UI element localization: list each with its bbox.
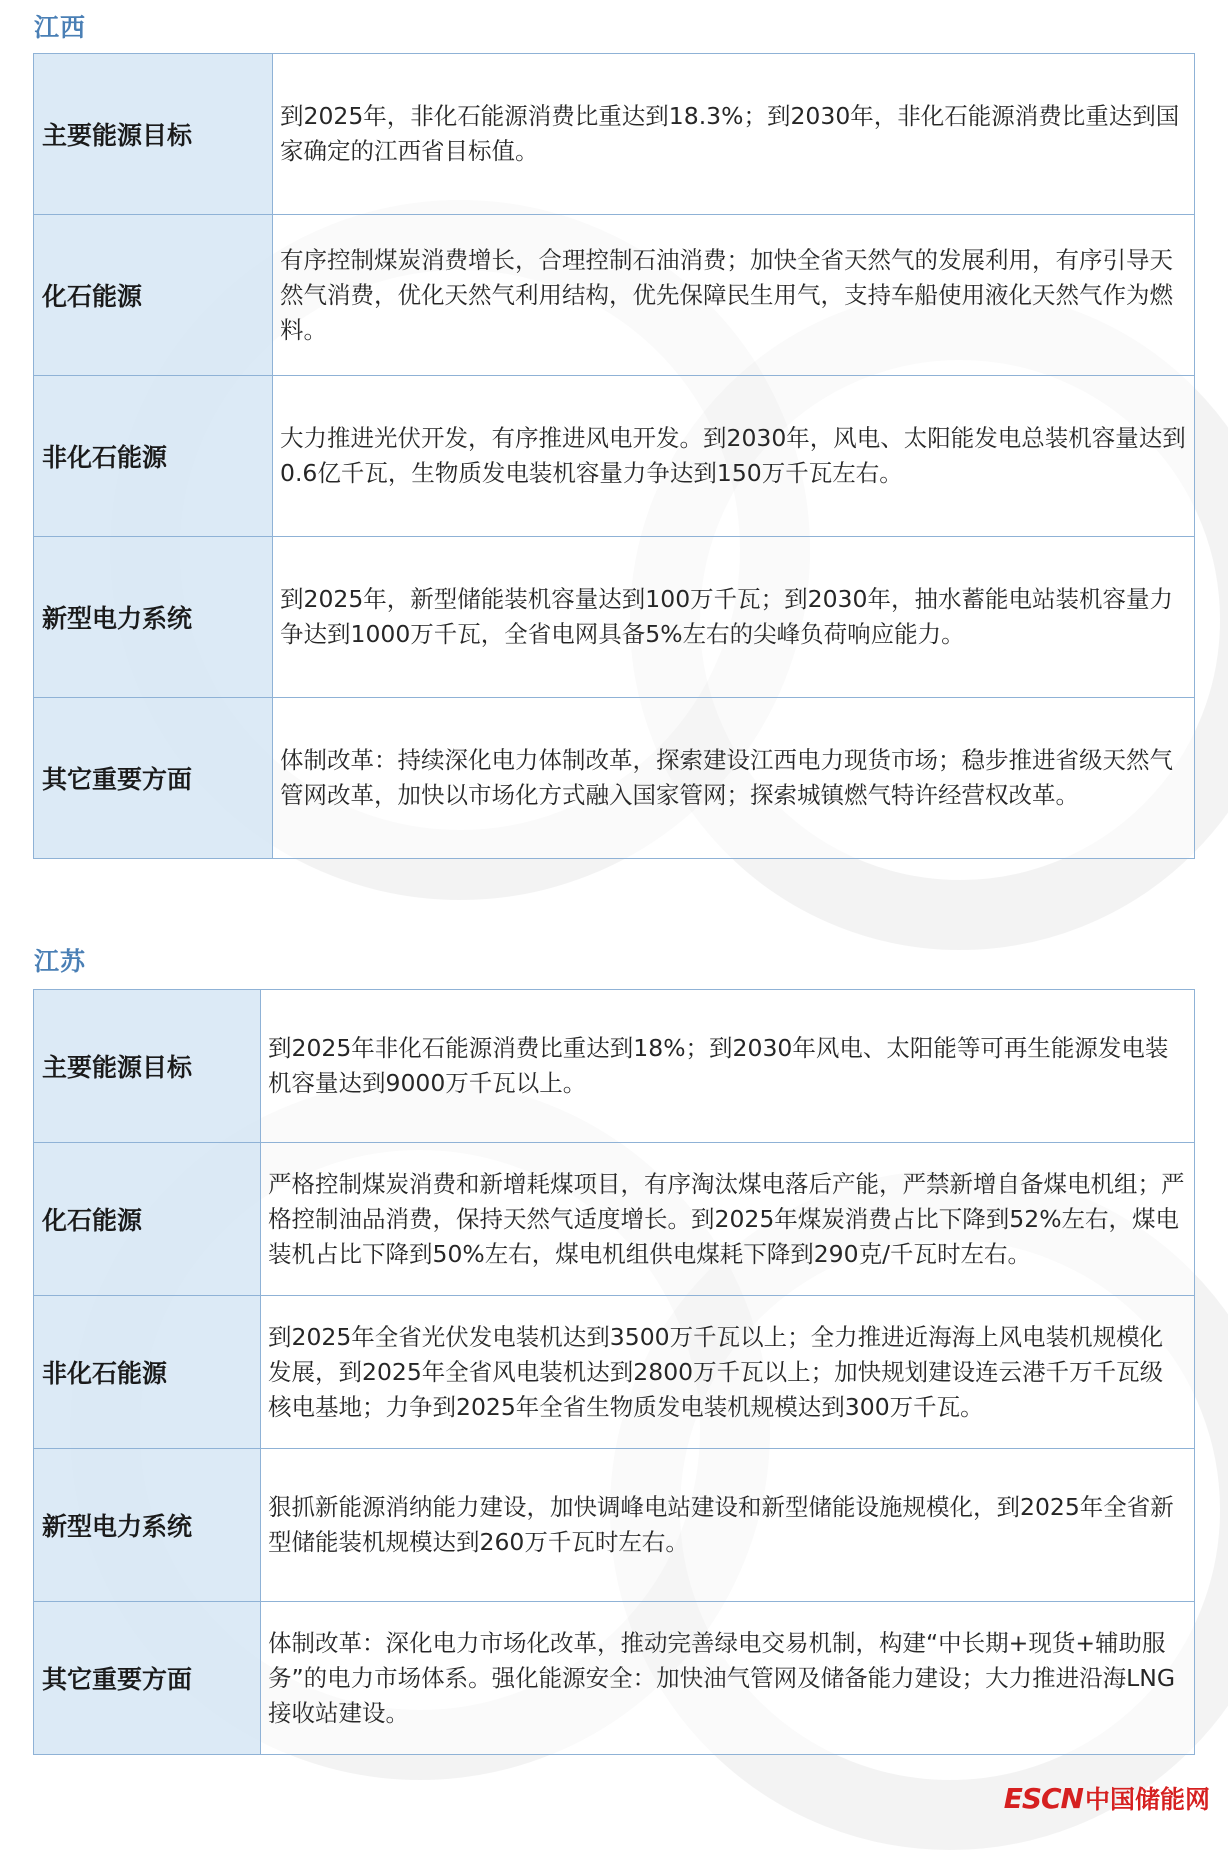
row-content: 体制改革：深化电力市场化改革，推动完善绿电交易机制，构建“中长期+现货+辅助服务”的电力市场体系。强化能源安全：加快油气管网及储备能力建设；大力推进沿海LNG接收站建设。 [261, 1602, 1195, 1755]
logo-latin-text: ESCN [1003, 1781, 1083, 1815]
table-row [34, 215, 1195, 376]
logo-cn-text: 中国储能网 [1084, 1785, 1210, 1814]
escn-logo [1004, 1782, 1210, 1814]
row-label: 非化石能源 [34, 1296, 261, 1449]
table-row [34, 537, 1195, 698]
row-content: 到2025年，新型储能装机容量达到100万千瓦；到2030年，抽水蓄能电站装机容量力争达到1000万千瓦，全省电网具备5%左右的尖峰负荷响应能力。 [273, 537, 1195, 698]
policy-table-jiangsu [33, 989, 1195, 1755]
row-content: 体制改革：持续深化电力体制改革，探索建设江西电力现货市场；稳步推进省级天然气管网改革，加快以市场化方式融入国家管网；探索城镇燃气特许经营权改革。 [273, 698, 1195, 859]
row-content: 狠抓新能源消纳能力建设，加快调峰电站建设和新型储能设施规模化，到2025年全省新型储能装机规模达到260万千瓦时左右。 [261, 1449, 1195, 1602]
table-row [34, 990, 1195, 1143]
row-label: 主要能源目标 [34, 54, 273, 215]
row-content: 到2025年，非化石能源消费比重达到18.3%；到2030年，非化石能源消费比重达到国家确定的江西省目标值。 [273, 54, 1195, 215]
row-content: 到2025年全省光伏发电装机达到3500万千瓦以上；全力推进近海海上风电装机规模化发展，到2025年全省风电装机达到2800万千瓦以上；加快规划建设连云港千万千瓦级核电基地；力争到2025年全省生物质发电装机规模达到300万千瓦。 [261, 1296, 1195, 1449]
table-row [34, 54, 1195, 215]
row-label: 化石能源 [34, 1143, 261, 1296]
section-title-jiangsu: 江苏 [34, 947, 87, 976]
table-row [34, 698, 1195, 859]
table-row [34, 1449, 1195, 1602]
row-label: 化石能源 [34, 215, 273, 376]
row-content: 严格控制煤炭消费和新增耗煤项目，有序淘汰煤电落后产能，严禁新增自备煤电机组；严格控制油品消费，保持天然气适度增长。到2025年煤炭消费占比下降到52%左右，煤电装机占比下降到50%左右，煤电机组供电煤耗下降到290克/千瓦时左右。 [261, 1143, 1195, 1296]
policy-table-jiangxi [33, 53, 1195, 859]
row-label: 其它重要方面 [34, 698, 273, 859]
row-content: 有序控制煤炭消费增长，合理控制石油消费；加快全省天然气的发展利用，有序引导天然气消费，优化天然气利用结构，优先保障民生用气，支持车船使用液化天然气作为燃料。 [273, 215, 1195, 376]
row-label: 非化石能源 [34, 376, 273, 537]
table-row [34, 1602, 1195, 1755]
row-label: 新型电力系统 [34, 537, 273, 698]
table-row [34, 1143, 1195, 1296]
table-row [34, 376, 1195, 537]
row-label: 新型电力系统 [34, 1449, 261, 1602]
row-label: 主要能源目标 [34, 990, 261, 1143]
row-content: 大力推进光伏开发，有序推进风电开发。到2030年，风电、太阳能发电总装机容量达到0.6亿千瓦，生物质发电装机容量力争达到150万千瓦左右。 [273, 376, 1195, 537]
table-row [34, 1296, 1195, 1449]
row-label: 其它重要方面 [34, 1602, 261, 1755]
row-content: 到2025年非化石能源消费比重达到18%；到2030年风电、太阳能等可再生能源发电装机容量达到9000万千瓦以上。 [261, 990, 1195, 1143]
section-title-jiangxi: 江西 [34, 13, 87, 42]
